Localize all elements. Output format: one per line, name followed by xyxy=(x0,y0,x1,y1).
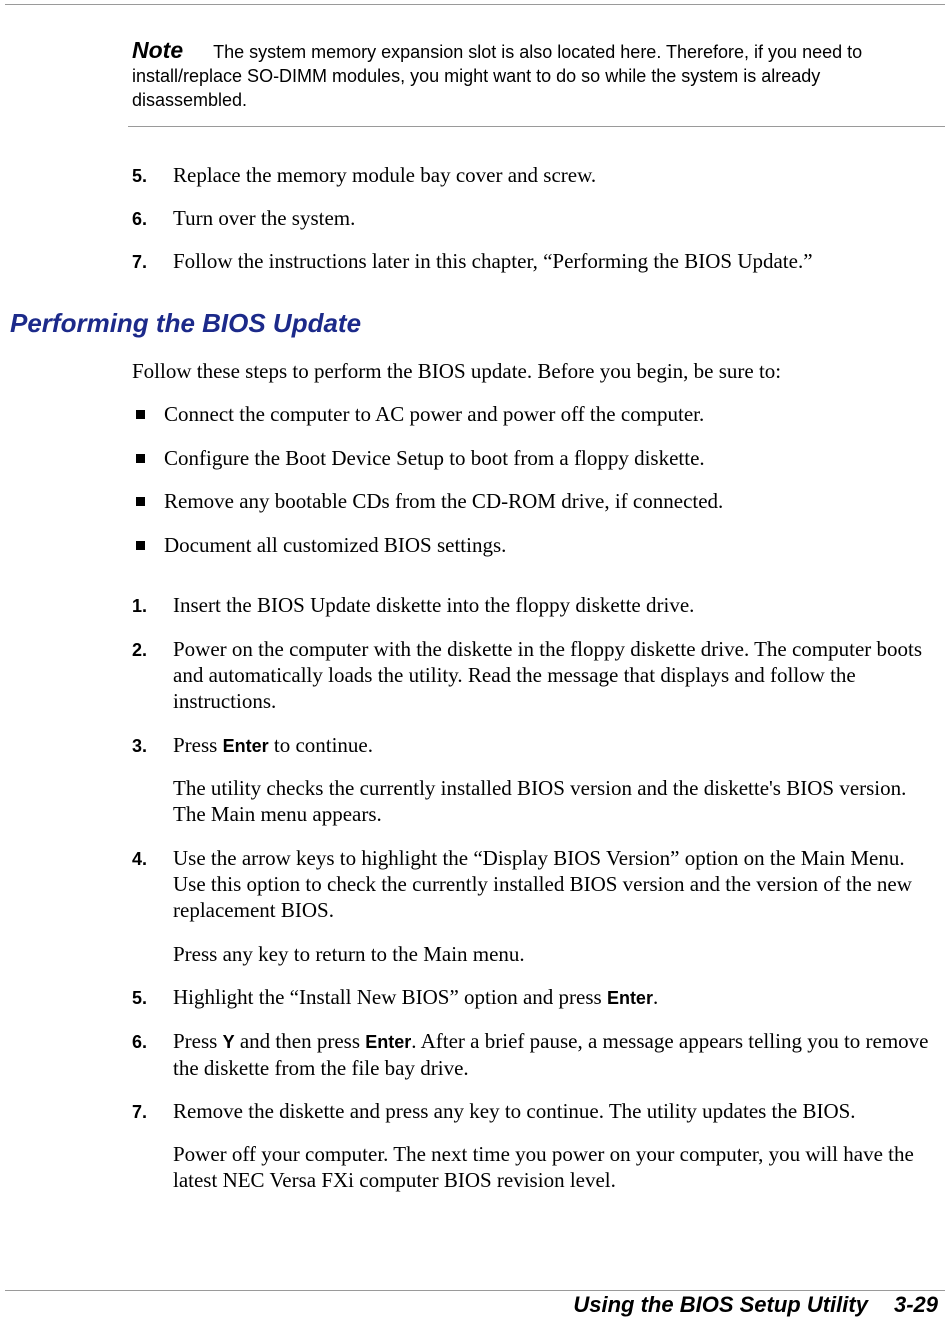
step-text: Use the arrow keys to highlight the “Display BIOS Version” option on the Main Menu. Use this option to check the currently installed BIOS version and the version of the new replacement BIOS. xyxy=(173,846,912,922)
step-text-part: . xyxy=(652,985,659,1009)
key-name: Enter xyxy=(606,988,653,1008)
section-intro: Follow these steps to perform the BIOS update. Before you begin, be sure to: xyxy=(132,359,782,383)
step-text: Power on the computer with the diskette in the floppy diskette drive. The computer boots and automatically loads the utility. Read the message that displays and follow the instructions. xyxy=(173,637,923,713)
step-number: 7. xyxy=(132,252,148,272)
list-item xyxy=(132,592,937,618)
list-item xyxy=(132,1028,937,1081)
key-name: Enter xyxy=(222,736,269,756)
step-text-part: and then press xyxy=(234,1029,366,1053)
step-text xyxy=(173,732,937,759)
bullet-square-icon xyxy=(136,454,145,463)
step-paragraph: The utility checks the currently installed BIOS version and the diskette's BIOS version. The Main menu appears. xyxy=(173,776,907,826)
step-text: Remove the diskette and press any key to continue. The utility updates the BIOS. xyxy=(173,1099,856,1123)
bullet-square-icon xyxy=(136,497,145,506)
step-text-part: . After a brief pause, a message appears telling you to remove the diskette from the file bay drive. xyxy=(173,1029,929,1080)
bullet-text: Connect the computer to AC power and power off the computer. xyxy=(164,402,705,426)
bullet-item xyxy=(132,445,937,471)
step-number: 5. xyxy=(132,166,148,186)
footer-rule xyxy=(5,1290,945,1291)
list-item xyxy=(132,205,937,231)
note-text: The system memory expansion slot is also located here. Therefore, if you need to install/replace SO-DIMM modules, you might want to do so while the system is already disassembled. xyxy=(132,42,863,110)
list-item xyxy=(132,732,937,759)
bullet-text: Document all customized BIOS settings. xyxy=(164,533,507,557)
key-name: Y xyxy=(222,1032,235,1052)
step-text xyxy=(173,984,937,1011)
list-item xyxy=(132,1098,937,1124)
step-text-part: Press xyxy=(173,1029,223,1053)
step-number: 1. xyxy=(132,596,148,616)
bullet-text: Remove any bootable CDs from the CD-ROM drive, if connected. xyxy=(164,489,724,513)
bullet-square-icon xyxy=(136,541,145,550)
page-number: 3-29 xyxy=(893,1292,938,1317)
page-footer xyxy=(573,1292,938,1318)
step-number: 7. xyxy=(132,1102,148,1122)
step-paragraph: Power off your computer. The next time you power on your computer, you will have the latest NEC Versa FXi computer BIOS revision level. xyxy=(173,1142,914,1192)
step-text-part: to continue. xyxy=(268,733,374,757)
step-number: 5. xyxy=(132,988,148,1008)
footer-title: Using the BIOS Setup Utility xyxy=(573,1292,868,1317)
step-text: Replace the memory module bay cover and screw. xyxy=(173,163,597,187)
note-label: Note xyxy=(132,37,184,63)
step-text: Insert the BIOS Update diskette into the floppy diskette drive. xyxy=(173,593,695,617)
section-heading: Performing the BIOS Update xyxy=(10,308,362,338)
step-text: Follow the instructions later in this chapter, “Performing the BIOS Update.” xyxy=(173,249,813,273)
note-rule xyxy=(128,126,945,127)
step-text: Turn over the system. xyxy=(173,206,356,230)
step-number: 6. xyxy=(132,209,148,229)
top-rule xyxy=(5,4,945,5)
step-text xyxy=(173,1028,937,1081)
list-item xyxy=(132,984,937,1011)
bullet-item xyxy=(132,532,937,558)
step-number: 4. xyxy=(132,849,148,869)
step-paragraph: Press any key to return to the Main menu. xyxy=(173,942,525,966)
step-number: 6. xyxy=(132,1032,148,1052)
step-number: 2. xyxy=(132,640,148,660)
bullet-item xyxy=(132,401,937,427)
note-box xyxy=(132,38,932,112)
step-text-part: Highlight the “Install New BIOS” option and press xyxy=(173,985,607,1009)
list-item xyxy=(132,162,937,188)
bullet-item xyxy=(132,488,937,514)
step-number: 3. xyxy=(132,736,148,756)
list-item xyxy=(132,248,937,274)
list-item xyxy=(132,845,937,923)
list-item xyxy=(132,636,937,714)
bullet-text: Configure the Boot Device Setup to boot from a floppy diskette. xyxy=(164,446,705,470)
key-name: Enter xyxy=(365,1032,412,1052)
bullet-square-icon xyxy=(136,410,145,419)
step-text-part: Press xyxy=(173,733,223,757)
